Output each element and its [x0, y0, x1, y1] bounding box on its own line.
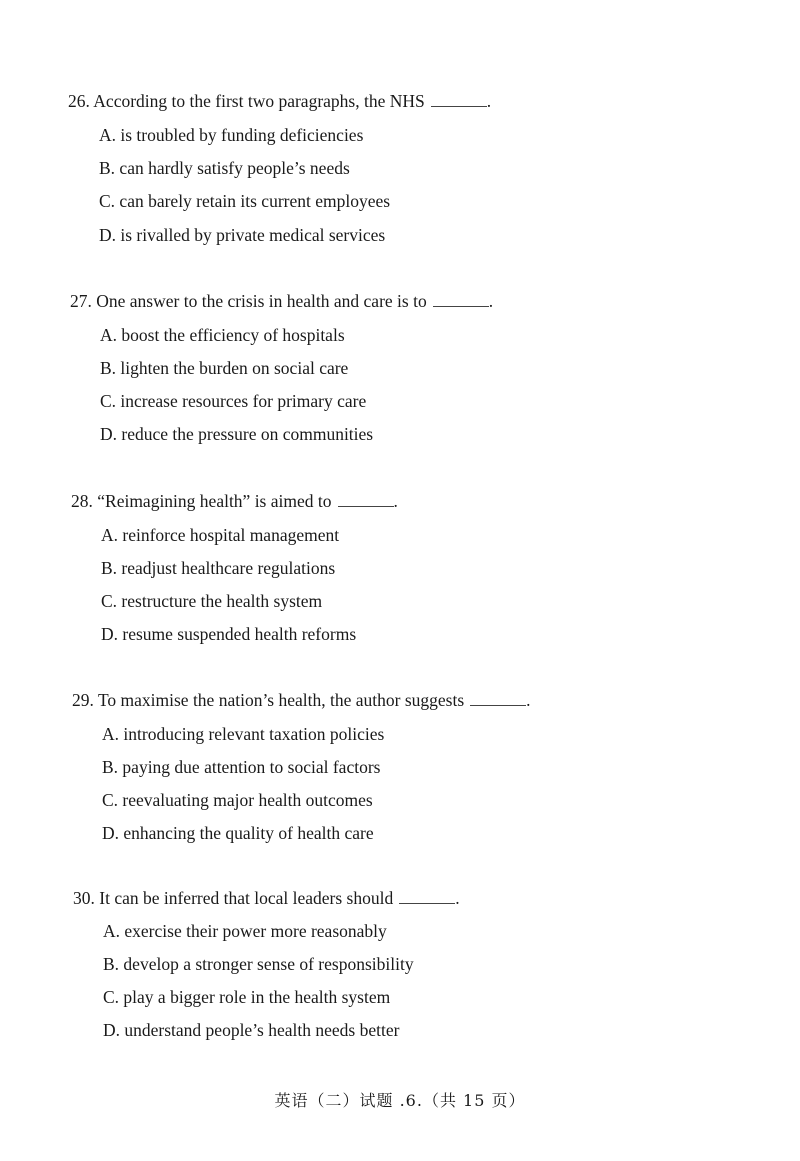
question-number: 30. — [73, 888, 95, 908]
option-b: B. lighten the burden on social care — [100, 358, 349, 378]
question-text: It can be inferred that local leaders should — [99, 888, 394, 908]
question-number: 28. — [71, 491, 93, 511]
question-text: According to the first two paragraphs, the NHS — [93, 91, 425, 111]
question-end: . — [486, 91, 492, 111]
option-a: A. exercise their power more reasonably — [103, 921, 387, 941]
question-stem — [72, 689, 531, 711]
question-end: . — [393, 491, 398, 511]
question-text: “Reimagining health” is aimed to — [97, 491, 332, 511]
option-a: A. reinforce hospital management — [101, 525, 340, 545]
option-d: D. resume suspended health reforms — [101, 624, 357, 644]
option-c: C. play a bigger role in the health system — [103, 987, 391, 1007]
option-c: C. restructure the health system — [101, 591, 323, 611]
option-d: D. understand people’s health needs better — [103, 1020, 400, 1040]
answer-blank — [399, 889, 455, 904]
question-end: . — [526, 690, 531, 710]
answer-blank — [433, 292, 489, 307]
question-end: . — [455, 888, 460, 908]
option-d: D. is rivalled by private medical services — [99, 225, 386, 245]
question-stem — [68, 90, 491, 112]
option-c: C. can barely retain its current employees — [99, 191, 391, 211]
answer-blank — [338, 492, 394, 507]
answer-blank — [431, 92, 487, 107]
question-stem — [71, 490, 398, 512]
option-b: B. readjust healthcare regulations — [101, 558, 336, 578]
option-b: B. paying due attention to social factors — [102, 757, 381, 777]
option-a: A. introducing relevant taxation policies — [102, 724, 385, 744]
question-stem — [73, 887, 460, 909]
option-a: A. boost the efficiency of hospitals — [100, 325, 345, 345]
option-d: D. enhancing the quality of health care — [102, 823, 374, 843]
option-c: C. reevaluating major health outcomes — [102, 790, 373, 810]
answer-blank — [470, 691, 526, 706]
question-end: . — [488, 291, 494, 311]
question-stem — [70, 290, 493, 312]
option-a: A. is troubled by funding deficiencies — [99, 125, 364, 145]
question-number: 26. — [68, 91, 90, 111]
option-b: B. can hardly satisfy people’s needs — [99, 158, 350, 178]
question-text: One answer to the crisis in health and care is to — [96, 291, 427, 311]
page-footer: 英语（二）试题 .6.（共 15 页） — [274, 1091, 526, 1110]
question-number: 29. — [72, 690, 94, 710]
option-c: C. increase resources for primary care — [100, 391, 367, 411]
question-number: 27. — [70, 291, 92, 311]
option-d: D. reduce the pressure on communities — [100, 424, 374, 444]
option-b: B. develop a stronger sense of responsibility — [103, 954, 414, 974]
question-text: To maximise the nation’s health, the author suggests — [97, 690, 465, 710]
